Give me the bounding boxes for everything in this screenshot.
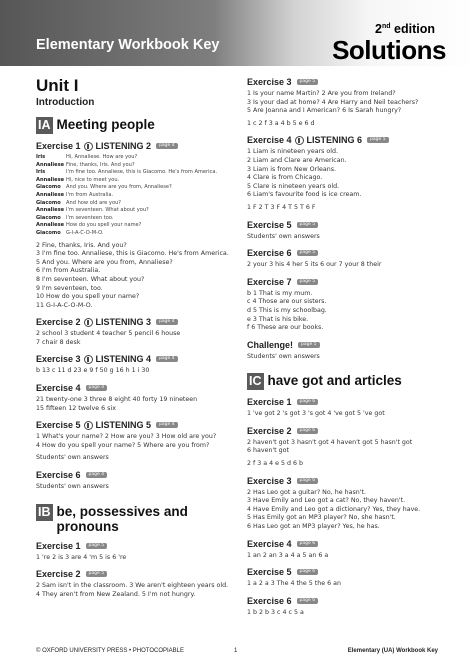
audio-icon: [84, 355, 93, 364]
page-badge: page 5: [86, 543, 108, 549]
answer-line: 1 b 2 b 3 c 4 c 5 a: [247, 608, 304, 616]
answer-line: 1 c 2 f 3 a 4 b 5 e 6 d: [247, 119, 315, 127]
page-badge: page 4: [156, 422, 178, 428]
speaker-name: Giacomo: [36, 199, 61, 206]
page-badge: page 4: [156, 356, 178, 362]
answer-line: f 6 These are our books.: [247, 324, 324, 332]
exercise-heading: Exercise 3 LISTENING 4 page 4: [36, 353, 232, 365]
answer-block: [247, 410, 447, 419]
answer-line: 4 They aren't from New Zealand. 5 I'm not hungry.: [36, 590, 196, 598]
page-badge: page 6: [297, 399, 319, 405]
exercise-heading: Exercise 4 page 6: [247, 538, 447, 550]
footer-copyright: © OXFORD UNIVERSITY PRESS • PHOTOCOPIABLE: [36, 648, 184, 654]
answer-line: 2 f 3 a 4 e 5 d 6 b: [247, 460, 303, 468]
answer-block: [247, 148, 447, 212]
answer-line: 5 Clare is nineteen years old.: [247, 182, 340, 190]
speaker-name: Giacomo: [36, 229, 61, 236]
section-title: be, possessives and pronouns: [56, 503, 188, 534]
answer-line: Students' own answers: [36, 454, 109, 462]
answer-block: [36, 433, 232, 463]
answer-line: 8 I'm seventeen. What about you?: [36, 275, 145, 283]
audio-script: [36, 154, 232, 238]
page-badge: page 6: [297, 541, 319, 547]
right-column: [247, 76, 447, 617]
answer-line: 21 twenty-one 3 three 8 eight 40 forty 19 nineteen: [36, 396, 198, 404]
answer-line: 3 I'm fine too. Annaliese, this is Giacomo. He's from America.: [36, 250, 229, 258]
answer-line: 3 Liam is from New Orleans.: [247, 165, 336, 173]
audio-icon: [84, 142, 93, 151]
section-badge: IB: [38, 504, 51, 519]
section-title: Meeting people: [56, 117, 155, 132]
exercise-heading: Challenge! page 5: [247, 339, 447, 351]
answer-line: 6 I'm from Australia.: [36, 267, 101, 275]
edition-label: 2nd edition: [375, 22, 435, 36]
section-badge: IA: [38, 118, 51, 132]
speaker-text: How do you spell your name?: [66, 222, 142, 229]
speaker-text: Hi, Annaliese. How are you?: [66, 154, 138, 160]
answer-line: 3 Is your dad at home? 4 Are Harry and Neil teachers?: [247, 98, 419, 106]
exercise-heading: Exercise 2 page 5: [36, 568, 232, 580]
page-badge: page 5: [298, 342, 320, 348]
answer-block: [247, 261, 447, 270]
page-badge: page 5: [86, 571, 108, 577]
speaker-name: Iris: [36, 154, 46, 160]
answer-block: [247, 233, 447, 242]
answer-line: 1 What's your name? 2 How are you? 3 How old are you?: [36, 433, 217, 441]
audio-icon: [84, 421, 93, 430]
page-badge: page 6: [297, 569, 319, 575]
page-badge: page 5: [297, 279, 319, 285]
answer-line: 4 How do you spell your name? 5 Where are you from?: [36, 441, 210, 449]
exercise-heading: Exercise 3 page 5: [247, 76, 447, 88]
speaker-text: And how old are you?: [66, 199, 121, 206]
page-badge: page 4: [86, 385, 108, 391]
answer-line: 2 Fine, thanks, Iris. And you?: [36, 241, 127, 249]
audio-icon: [295, 136, 304, 145]
speaker-text: And you. Where are you from, Annaliese?: [66, 184, 172, 191]
speaker-text: I'm from Australia.: [66, 191, 114, 198]
answer-line: 2 your 3 his 4 her 5 its 6 our 7 your 8 their: [247, 261, 382, 269]
speaker-name: Iris: [36, 169, 46, 176]
left-column: [36, 76, 232, 599]
section-ia-heading: [36, 117, 232, 134]
answer-block: [247, 439, 447, 469]
exercise-heading: Exercise 2 LISTENING 3 page 4: [36, 316, 232, 328]
answer-block: [247, 353, 447, 362]
answer-line: 6 haven't got: [247, 447, 289, 455]
speaker-name: Annaliese: [36, 207, 65, 214]
answer-line: 6 Has Leo got an MP3 player? Yes, he has.: [247, 523, 380, 531]
speaker-name: Annaliese: [36, 222, 65, 229]
page-badge: page 5: [297, 222, 319, 228]
exercise-heading: Exercise 4 LISTENING 6 page 5: [247, 134, 447, 146]
answer-line: Students' own answers: [36, 483, 109, 491]
header-title: Elementary Workbook Key: [36, 37, 220, 53]
page-badge: page 4: [156, 319, 178, 325]
answer-line: 5 Has Emily got an MP3 player? No, she hasn't.: [247, 514, 396, 522]
answer-line: 1 an 2 an 3 a 4 a 5 an 6 a: [247, 551, 329, 559]
answer-line: 2 Liam and Clare are American.: [247, 156, 347, 164]
exercise-heading: Exercise 5 page 6: [247, 566, 447, 578]
answer-line: 3 Have Emily and Leo got a cat? No, they haven't.: [247, 497, 406, 505]
answer-block: [36, 367, 232, 376]
page-header: [0, 0, 474, 66]
answer-line: 1 F 2 T 3 F 4 T 5 T 6 F: [247, 203, 316, 211]
page-footer: [0, 648, 474, 662]
answer-block: [36, 554, 232, 563]
section-title: have got and articles: [267, 373, 402, 389]
answer-line: e 3 That is his bike.: [247, 315, 309, 323]
answer-line: Students' own answers: [247, 352, 320, 360]
exercise-heading: Exercise 6 page 6: [247, 595, 447, 607]
answer-block: [247, 609, 447, 618]
footer-book-title: Elementary (UA) Workbook Key: [347, 648, 438, 654]
speaker-name: Annaliese: [36, 191, 65, 198]
exercise-heading: Exercise 6 page 5: [247, 247, 447, 259]
exercise-heading: Exercise 4 page 4: [36, 382, 232, 394]
answer-line: 6 Liam's favourite food is ice cream.: [247, 191, 362, 199]
page-badge: page 5: [367, 137, 389, 143]
audio-icon: [84, 318, 93, 327]
script-line: [36, 184, 232, 192]
answer-block: [247, 90, 447, 128]
answer-line: 1 're 2 is 3 are 4 'm 5 is 6 're: [36, 553, 127, 561]
answer-line: 9 I'm seventeen, too.: [36, 284, 103, 292]
page-badge: page 5: [297, 79, 319, 85]
answer-block: [36, 330, 232, 347]
script-line: [36, 192, 232, 200]
page-badge: page 5: [297, 250, 319, 256]
answer-line: 2 Sam isn't in the classroom. 3 We aren't eighteen years old.: [36, 582, 229, 590]
answer-line: 5 Are Joanna and I American? 6 Is Sarah hungry?: [247, 107, 402, 115]
answer-line: 2 haven't got 3 hasn't got 4 haven't got 5 hasn't got: [247, 438, 413, 446]
exercise-heading: Exercise 6 page 4: [36, 469, 232, 481]
exercise-heading: Exercise 1 page 6: [247, 396, 447, 408]
exercise-heading: Exercise 5 page 5: [247, 219, 447, 231]
answer-line: d 5 This is my schoolbag.: [247, 306, 327, 314]
script-line: [36, 200, 232, 208]
speaker-name: Giacomo: [36, 184, 61, 191]
section-badge: IC: [249, 374, 262, 389]
exercise-heading: Exercise 1 page 5: [36, 540, 232, 552]
unit-title: Unit I: [36, 76, 79, 95]
speaker-text: I'm seventeen. What about you?: [66, 207, 149, 214]
script-line: [36, 169, 232, 177]
speaker-text: Fine, thanks, Iris. And you?: [66, 161, 135, 168]
answer-block: [247, 290, 447, 333]
answer-line: b 1 That is my mum.: [247, 289, 313, 297]
script-line: [36, 230, 232, 238]
unit-subtitle: Introduction: [36, 97, 95, 108]
answer-line: 2 Has Leo got a guitar? No, he hasn't.: [247, 488, 366, 496]
brand-logo: Solutions: [332, 35, 446, 65]
answer-line: 15 fifteen 12 twelve 6 six: [36, 404, 116, 412]
answer-line: 1 Liam is nineteen years old.: [247, 148, 339, 156]
answer-line: 1 've got 2 's got 3 's got 4 've got 5 've got: [247, 410, 385, 418]
section-ic-heading: [247, 373, 447, 390]
script-line: [36, 154, 232, 162]
exercise-heading: Exercise 2 page 6: [247, 425, 447, 437]
section-ib-heading: [36, 504, 232, 534]
exercise-heading: Exercise 7 page 5: [247, 276, 447, 288]
page-badge: page 6: [297, 598, 319, 604]
speaker-text: I'm seventeen too.: [66, 214, 114, 221]
page-badge: page 6: [297, 478, 319, 484]
exercise-heading: Exercise 3 page 6: [247, 475, 447, 487]
answer-line: 4 Have Emily and Leo got a dictionary? Yes, they have.: [247, 505, 421, 513]
answer-line: 5 And you. Where are you from, Annaliese?: [36, 258, 173, 266]
answer-line: 1 a 2 a 3 The 4 the 5 the 6 an: [247, 580, 342, 588]
answer-line: 7 chair 8 desk: [36, 338, 81, 346]
speaker-text: G-I-A-C-O-M-O.: [66, 229, 104, 236]
answer-block: [36, 396, 232, 413]
answer-line: 4 Clare is from Chicago.: [247, 174, 323, 182]
exercise-heading: Exercise 5 LISTENING 5 page 4: [36, 419, 232, 431]
answer-line: b 13 c 11 d 23 e 9 f 50 g 16 h 1 i 30: [36, 367, 150, 375]
speaker-name: Giacomo: [36, 214, 61, 221]
answer-line: 11 G-I-A-C-O-M-O.: [36, 301, 93, 309]
answer-block: [247, 489, 447, 532]
script-line: [36, 177, 232, 185]
answer-block: [247, 552, 447, 561]
page-badge: page 4: [156, 143, 178, 149]
answer-line: 10 How do you spell your name?: [36, 293, 140, 301]
answer-block: [36, 242, 232, 311]
exercise-heading: Exercise 1 LISTENING 2 page 4: [36, 140, 232, 152]
speaker-name: Annaliese: [36, 161, 65, 168]
speaker-text: Hi, nice to meet you.: [66, 176, 120, 183]
answer-line: Students' own answers: [247, 232, 320, 240]
speaker-text: I'm fine too. Annaliese, this is Giacomo. He's from America.: [66, 169, 218, 176]
script-line: [36, 207, 232, 215]
page-badge: page 6: [297, 428, 319, 434]
speaker-name: Annaliese: [36, 176, 65, 183]
answer-block: [36, 483, 232, 492]
answer-block: [247, 580, 447, 589]
answer-line: 2 school 3 student 4 teacher 5 pencil 6 house: [36, 330, 181, 338]
answer-line: 1 Is your name Martin? 2 Are you from Ireland?: [247, 90, 396, 97]
answer-block: [36, 582, 232, 599]
page-badge: page 4: [86, 472, 108, 478]
script-line: [36, 215, 232, 223]
footer-page-number: 1: [234, 648, 238, 654]
script-line: [36, 162, 232, 170]
script-line: [36, 222, 232, 230]
answer-line: c 4 Those are our sisters.: [247, 298, 327, 306]
